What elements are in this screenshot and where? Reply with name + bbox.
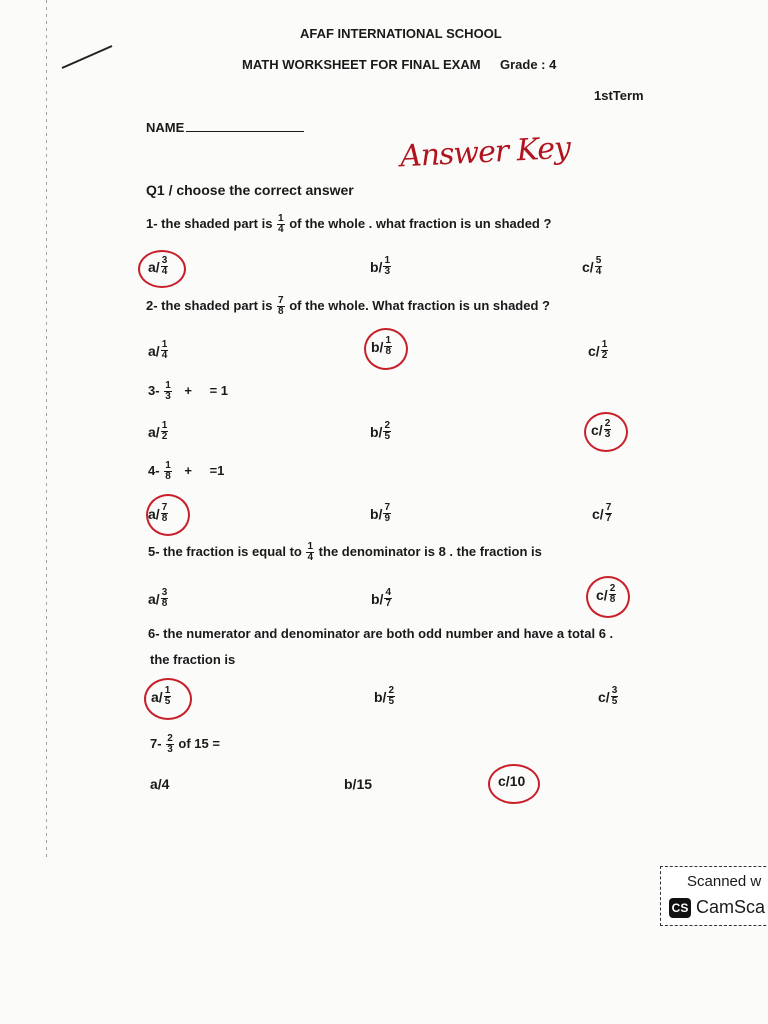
fraction-denominator: 4 xyxy=(307,552,314,563)
option-denominator: 3 xyxy=(604,429,611,440)
stamp-line1: Scanned w xyxy=(687,873,762,890)
answer-key-handwriting: Answer Key xyxy=(399,130,571,175)
q4-answer-circle xyxy=(146,494,190,536)
question-1-suffix: of the whole . what fraction is un shaded ? xyxy=(289,215,552,231)
option-numerator: 3 xyxy=(161,587,168,598)
fraction-numerator: 1 xyxy=(165,380,171,391)
camscanner-logo-icon: CS xyxy=(669,898,691,918)
fraction-denominator: 8 xyxy=(165,471,171,482)
fraction-numerator: 1 xyxy=(307,541,314,552)
option-label: c/ xyxy=(598,688,610,705)
q5-answer-circle xyxy=(586,576,630,618)
question-1-prefix: 1- the shaded part is xyxy=(146,215,273,231)
option-label: a/ xyxy=(148,423,160,440)
question-2-prefix: 2- the shaded part is xyxy=(146,297,273,313)
option-label: a/ xyxy=(148,342,160,359)
q1-option-c[interactable] xyxy=(582,256,603,277)
option-denominator: 7 xyxy=(605,513,612,524)
question-2-suffix: of the whole. What fraction is un shaded ? xyxy=(289,297,550,313)
camscanner-stamp xyxy=(660,866,768,926)
grade-label: Grade : 4 xyxy=(500,57,557,72)
option-numerator: 1 xyxy=(161,420,168,431)
option-label: a/ xyxy=(148,590,160,607)
option-numerator: 1 xyxy=(164,685,171,696)
option-denominator: 8 xyxy=(385,346,392,357)
option-numerator: 7 xyxy=(384,502,391,513)
option-numerator: 3 xyxy=(611,685,618,696)
option-label: c/ xyxy=(596,586,608,603)
option-denominator: 4 xyxy=(595,266,602,277)
option-label: b/ xyxy=(370,423,383,440)
option-numerator: 5 xyxy=(595,255,602,266)
question-7-fraction xyxy=(166,734,174,755)
name-label xyxy=(146,120,304,135)
q1-option-b[interactable] xyxy=(370,256,392,277)
name-label-text: NAME xyxy=(146,120,185,135)
stamp-line2-row xyxy=(669,897,765,918)
q5-option-b[interactable] xyxy=(371,588,393,609)
q3-option-b[interactable] xyxy=(370,421,392,442)
fraction-denominator: 3 xyxy=(165,391,171,402)
option-label: b/ xyxy=(370,258,383,275)
question-2-fraction xyxy=(277,296,285,317)
question-7-suffix: of 15 = xyxy=(178,735,220,751)
question-5-suffix: the denominator is 8 . the fraction is xyxy=(318,543,542,559)
q3-answer-circle xyxy=(584,412,628,452)
fraction-denominator: 8 xyxy=(278,306,284,317)
option-denominator: 5 xyxy=(384,431,391,442)
option-label: b/ xyxy=(374,688,387,705)
option-numerator: 1 xyxy=(384,255,391,266)
option-label: c/ xyxy=(592,505,604,522)
question-3-prefix: 3- xyxy=(148,382,160,398)
option-numerator: 7 xyxy=(605,502,612,513)
q6-answer-circle xyxy=(144,678,192,720)
option-label: a/ xyxy=(148,505,160,522)
option-numerator: 2 xyxy=(388,685,395,696)
q4-option-b[interactable] xyxy=(370,503,392,524)
term-label: 1stTerm xyxy=(594,88,644,103)
question-3-fraction xyxy=(164,381,172,402)
option-numerator: 4 xyxy=(385,587,392,598)
question-7 xyxy=(150,734,220,755)
option-numerator: 1 xyxy=(385,335,392,346)
question-5-fraction xyxy=(306,542,314,563)
question-3-equals: = 1 xyxy=(209,382,229,398)
option-numerator: 1 xyxy=(601,339,608,350)
q1-answer-circle xyxy=(138,250,186,288)
stamp-line2: CamSca xyxy=(696,897,766,917)
question-4-fraction xyxy=(164,461,172,482)
question-3 xyxy=(148,381,228,402)
option-numerator: 7 xyxy=(161,502,168,513)
option-numerator: 2 xyxy=(384,420,391,431)
q5-option-a[interactable] xyxy=(148,588,169,609)
option-denominator: 9 xyxy=(384,513,391,524)
option-denominator: 5 xyxy=(611,696,618,707)
option-label: c/ xyxy=(582,258,594,275)
option-denominator: 3 xyxy=(384,266,391,277)
option-denominator: 2 xyxy=(601,350,608,361)
question-6-line1: 6- the numerator and denominator are both odd number and have a total 6 . xyxy=(148,626,614,641)
question-7-prefix: 7- xyxy=(150,735,162,751)
option-label: c/ xyxy=(588,342,600,359)
question-2 xyxy=(146,296,550,317)
question-4 xyxy=(148,461,224,482)
option-label: b/ xyxy=(370,505,383,522)
option-numerator: 2 xyxy=(604,418,611,429)
fraction-numerator: 1 xyxy=(165,460,171,471)
option-numerator: 2 xyxy=(609,583,616,594)
option-label: a/ xyxy=(148,258,160,275)
option-denominator: 2 xyxy=(161,431,168,442)
q2-option-c[interactable] xyxy=(588,340,609,361)
option-numerator: 3 xyxy=(161,255,168,266)
option-numerator: 1 xyxy=(161,339,168,350)
question-5 xyxy=(148,542,542,563)
name-blank-line xyxy=(186,131,304,132)
q7-option-b[interactable]: b/15 xyxy=(344,776,373,792)
option-denominator: 5 xyxy=(388,696,395,707)
worksheet-title: MATH WORKSHEET FOR FINAL EXAM xyxy=(242,57,481,72)
q4-option-c[interactable] xyxy=(592,503,613,524)
q6-option-b[interactable] xyxy=(374,686,396,707)
q3-option-a[interactable] xyxy=(148,421,169,442)
option-label: b/ xyxy=(371,590,384,607)
question-6-line2: the fraction is xyxy=(150,652,236,667)
question-1 xyxy=(146,214,551,235)
q2-option-a[interactable] xyxy=(148,340,169,361)
q7-answer-circle xyxy=(488,764,540,804)
section-title: Q1 / choose the correct answer xyxy=(146,182,354,198)
q7-option-c[interactable]: c/10 xyxy=(498,773,526,789)
fraction-numerator: 1 xyxy=(278,213,284,224)
option-denominator: 5 xyxy=(164,696,171,707)
fraction-numerator: 7 xyxy=(278,295,284,306)
option-denominator: 8 xyxy=(609,594,616,605)
option-denominator: 8 xyxy=(161,598,168,609)
fraction-denominator: 4 xyxy=(278,224,284,235)
question-1-fraction xyxy=(277,214,285,235)
pen-stroke-mark xyxy=(60,40,120,72)
q7-option-a[interactable]: a/4 xyxy=(150,776,170,792)
q6-option-c[interactable] xyxy=(598,686,619,707)
question-5-prefix: 5- the fraction is equal to xyxy=(148,543,302,559)
option-denominator: 8 xyxy=(161,513,168,524)
option-label: b/ xyxy=(371,338,384,355)
question-4-equals: =1 xyxy=(209,462,225,478)
fraction-numerator: 2 xyxy=(167,733,173,744)
school-name: AFAF INTERNATIONAL SCHOOL xyxy=(300,26,502,41)
option-label: c/ xyxy=(591,421,603,438)
option-denominator: 4 xyxy=(161,266,168,277)
fraction-denominator: 3 xyxy=(167,744,173,755)
question-4-prefix: 4- xyxy=(148,462,160,478)
question-4-plus: + xyxy=(184,462,196,478)
option-denominator: 4 xyxy=(161,350,168,361)
page-margin-line xyxy=(46,0,47,860)
question-3-plus: + xyxy=(184,382,196,398)
q2-answer-circle xyxy=(364,328,408,370)
option-denominator: 7 xyxy=(385,598,392,609)
option-label: a/ xyxy=(151,688,163,705)
